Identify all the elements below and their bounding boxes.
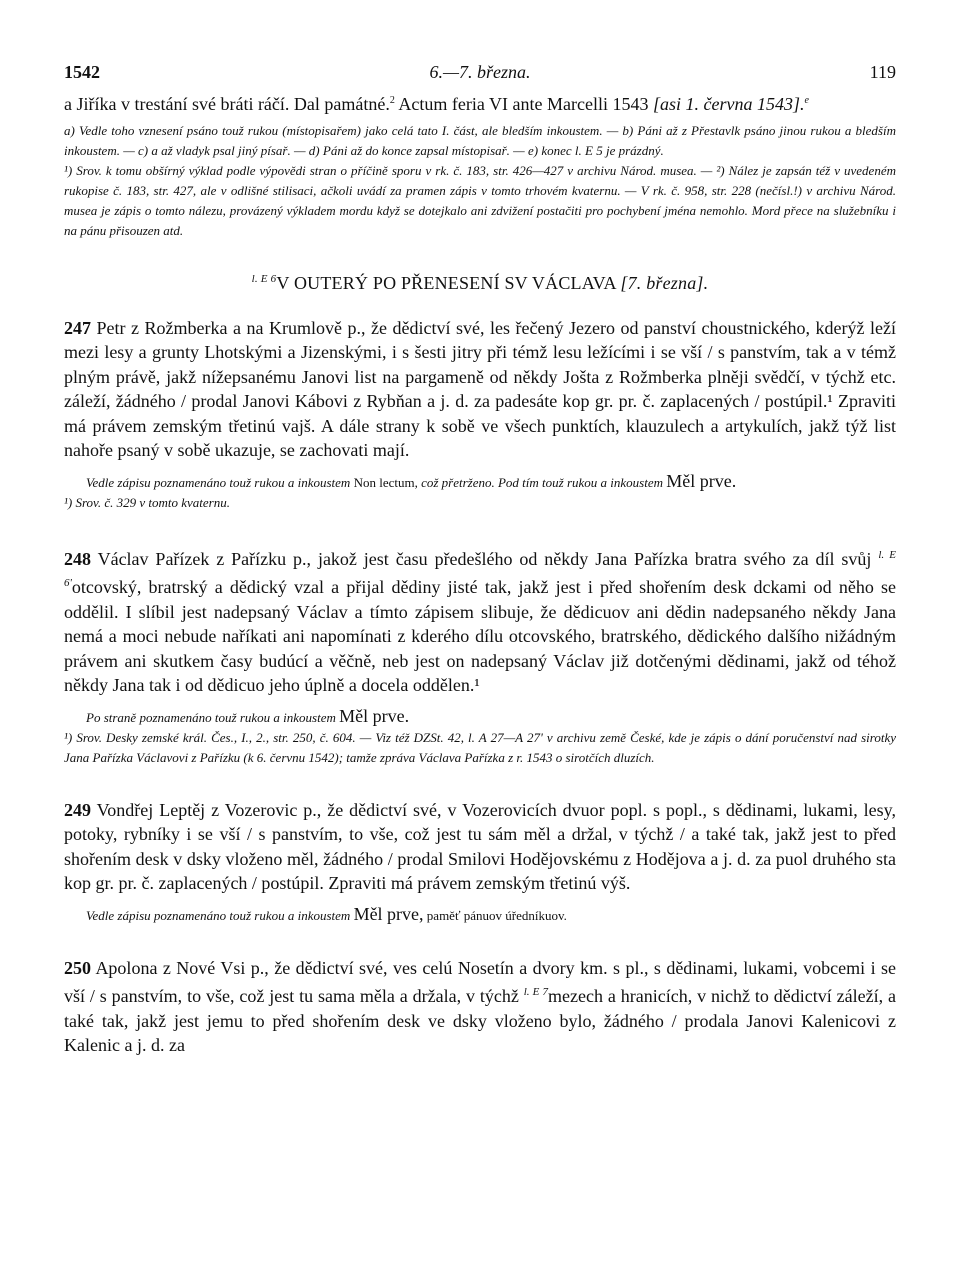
entry-number: 250 <box>64 957 91 978</box>
margin-note: Vedle zápisu poznamenáno touž rukou a inkoustem Non lectum, což přetrženo. Pod tím touž rukou a inkoustem Měl prve. <box>86 470 737 491</box>
section-heading: $^{l. E 6}$V OUTERÝ PO PŘENESENÍ SV VÁCLAVA [7. března]. <box>251 272 709 293</box>
entry-249: 249 Vondřej Leptěj z Vozerovic p., že dědictví své, v Vozerovicích dvuor popl. s popl., s dědinami, lukami, lesy, potoky, rybníky i se vší / s panstvím, to vše, což jest tu sám měl a držal, v týchž / a také tak, jakž jest to před shořením desk v dsky vloženo měl, žádného / prodal Smilovi Hodějovskému z Hodějova a j. d. za puol druhého sta kop gr. pr. č. zaplacených / postúpil. Zpraviti má právem zemským třetinú výš. Vedle zápisu poznamenáno touž rukou a inkoustem Měl prve, paměť pánuov úředníkuov. <box>64 799 896 924</box>
entry-248: 248 Václav Pařízek z Pařízku p., jakož jest času předešlého od někdy Jana Pařízka bratra svého za díl svůj $^{l. E 6'}$otcovský, bratrský a dědický vzal a přijal dědiny jisté tak, jakž jest i před shořením desk dckami od něho se oddělil. I slíbil jest nadepsaný Václav a tímto zápisem slibuje, že dědicuov ani dědin nadepsaného někdy Jana nemá a moci nebude naříkati ani napomínati z kderého dílu otcovského, bratrského, dědického dalšího nižádným právem ani skutkem časy budúcí a věčně, neb jest on nadepsaný Václav již dotčenými dědinami, jakž od téhož někdy Jana tak i od dědicuo jeho úplně a docela oddělen.¹ Po straně poznamenáno touž rukou a inkoustem Měl prve. ¹) Srov. Desky zemské král. Čes., I., 2., str. 250, č. 604. — Viz též DZSt. 42, l. A 27—A 27' v archivu země České, kde je zápis o dání poručenství nad sirotky Jana Pařízka Václavovi z Pařízku (k 6. červnu 1542); tamže zpráva Václava Pařízka z r. 1543 o sirotčích dluzích. <box>64 543 896 768</box>
entry-number: 248 <box>64 548 91 569</box>
entry-footnote: ¹) Srov. Desky zemské král. Čes., I., 2., str. 250, č. 604. — Viz též DZSt. 42, l. A 27—A 27' v archivu země České, kde je zápis o dání poručenství nad sirotky Jana Pařízka Václavovi z Pařízku (k 6. červnu 1542); tamže zpráva Václava Pařízka z r. 1543 o sirotčích dluzích. <box>64 729 896 765</box>
entry-text: Petr z Rožmberka a na Krumlově p., že dědictví své, les řečený Jezero od panství choustnického, kderýž leží mezi lesy a grunty Lhotskými a Jizenskými, i s šesti jitry při témž lesu ležícími i se vší / s panstvím, tak a v témž plným právě, jakž nížepsanému Janovi list na pargameně od někdy Jošta z Rožmberka plněji svědčí, v týchž etc. záleží, žádného / prodal Janovi Kábovi z Rybňan a j. d. za padesáte kop gr. pr. č. zaplacených / postúpil.¹ Zpraviti má právem zemským třetinú vajš. A dále strany k sobě ve všech punktích, klauzulech a artykulích, jakž týž list nahoře psaný v sobě ukazuje, se zachovati mají. <box>64 317 896 460</box>
header-year: 1542 <box>64 62 100 82</box>
page <box>64 62 896 1058</box>
margin-note: Vedle zápisu poznamenáno touž rukou a inkoustem Měl prve, paměť pánuov úředníkuov. <box>86 903 567 924</box>
margin-note: Po straně poznamenáno touž rukou a inkoustem Měl prve. <box>86 705 410 726</box>
entry-footnote: ¹) Srov. č. 329 v tomto kvaternu. <box>64 494 230 510</box>
intro-text: a Jiříka v trestání své bráti ráčí. Dal památné.$^2$ Actum feria VI ante Marcelli 1543 [asi 1. června 1543].$^e$ <box>64 94 809 114</box>
page-number: 119 <box>869 62 896 82</box>
running-head <box>64 62 896 90</box>
header-date: 6.—7. března. <box>429 62 531 82</box>
footnote-block: ¹) Srov. k tomu obšírný výklad podle výpovědi stran o příčině sporu v rk. č. 183, str. 426—427 v archivu Národ. musea. — ²) Nález je zapsán též v uvedeném rukopise č. 183, str. 427, ale v odlišné stilisaci, ačkoli uvádí za pramen zápis v tomto trhovém kvaternu. — V rk. č. 958, str. 228 (nečísl.!) v archivu Národ. musea je zápis o tomto nálezu, provázený výkladem mordu když se dotejkalo ani zdvižení postačiti pro pochybení jména nemohlo. Mord přece na služebníku i na pánu přisouzen atd. <box>64 162 896 238</box>
entry-number: 247 <box>64 317 91 338</box>
entry-247 <box>64 316 896 513</box>
entry-number: 249 <box>64 799 91 820</box>
apparatus-note: a) Vedle toho vznesení psáno touž rukou (místopisařem) jako celá tato I. část, ale bledším inkoustem. — b) Páni až z Přestavlk psáno jinou rukou a bledším inkoustem. — c) a až vladyk psal jiný písař. — d) Páni až do konce zapsal místopisař. — e) konec l. E 5 je prázdný. <box>64 122 896 158</box>
entry-250: 250 Apolona z Nové Vsi p., že dědictví své, ves celú Nosetín a dvory km. s pl., s dědinami, lukami, vobcemi i se vší / s panstvím, to vše, což jest tu sama měla a držala, v týchž $^{l. E 7}$mezech a hranicích, v nichž to dědictví záleží, a také tak, jakž jest jemu to před shořením desk ve dsky vloženo bylo, žádného / prodala Janovi Kalenicovi z Kalenic a j. d. za <box>64 957 896 1055</box>
